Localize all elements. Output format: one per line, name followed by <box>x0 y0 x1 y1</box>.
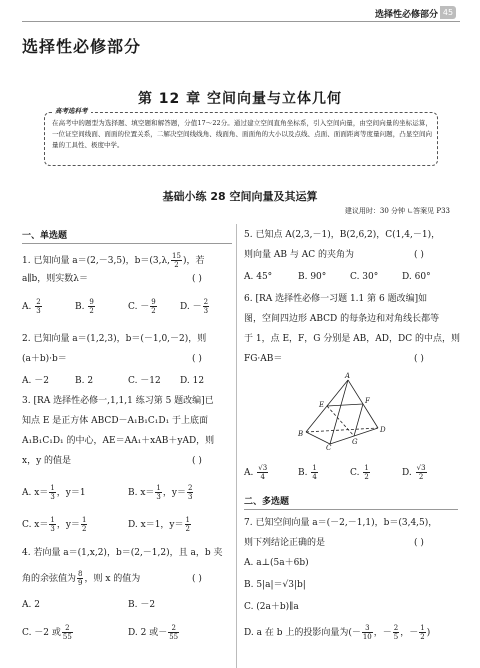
question-6-line3: 于 1，点 E，F，G 分别是 AB，AD，DC 的中点，则 <box>244 334 460 344</box>
option-b[interactable]: B. 5|a|＝√3|b| <box>244 580 306 590</box>
option-b[interactable]: B. 2 <box>75 376 94 386</box>
heading-rule <box>244 509 458 510</box>
page-number: 45 <box>440 6 456 19</box>
answer-paren: ( ) <box>192 274 202 284</box>
option-b[interactable]: B. $\frac{1}{4}$ <box>298 464 317 481</box>
question-2: 2. 已知向量 a＝(1,2,3)，b＝(－1,0,－2)，则 <box>22 334 207 344</box>
option-b[interactable]: B. $\frac{9}{2}$ <box>75 298 94 315</box>
column-divider <box>236 224 237 668</box>
single-choice-heading: 一、单选题 <box>22 231 68 241</box>
answer-paren: ( ) <box>192 456 202 466</box>
question-4: 4. 若向量 a＝(1,x,2)，b＝(2,－1,2)，且 a，b 夹 <box>22 548 223 558</box>
question-5: 5. 已知点 A(2,3,－1)，B(2,6,2)，C(1,4,－1)， <box>244 230 441 240</box>
option-c[interactable]: C. (2a＋b)∥a <box>244 602 299 612</box>
option-d[interactable]: D. $\frac{√3}{2}$ <box>402 464 426 481</box>
option-a[interactable]: A. 2 <box>22 600 40 610</box>
answer-paren: ( ) <box>414 354 424 364</box>
option-b[interactable]: B. －2 <box>128 600 156 610</box>
question-1: 1. 已知向量 a＝(2,－3,5)，b＝(3,λ, $\frac{15}{2}$ )，若 <box>22 252 205 269</box>
question-3-line2: 知点 E 是正方体 ABCD－A₁B₁C₁D₁ 于上底面 <box>22 416 209 426</box>
option-b[interactable]: B. 90° <box>298 272 327 282</box>
option-a[interactable]: A. a⊥(5a＋6b) <box>244 558 309 568</box>
segment-fg <box>354 404 363 436</box>
segment-eg <box>327 406 354 436</box>
option-a[interactable]: A. $\frac{√3}{4}$ <box>244 464 268 481</box>
exam-info-label: 高考选科考 <box>52 106 91 115</box>
option-d[interactable]: D. a 在 b 上的投影向量为(－ $\frac{3}{10}$ ，－ $\frac{2}{5}$ ，－ $\frac{1}{2}$ ) <box>244 624 431 641</box>
option-c[interactable]: C. －12 <box>128 376 161 386</box>
label-c: C <box>326 444 332 450</box>
question-4-line2: 角的余弦值为 $\frac{8}{9}$ ，则 x 的值为 <box>22 570 141 587</box>
label-e: E <box>319 401 325 409</box>
multi-choice-heading: 二、多选题 <box>244 497 290 507</box>
question-6-line4: FG·AB＝ <box>244 354 283 364</box>
option-d[interactable]: D. 60° <box>402 272 431 282</box>
question-6-line2: 图，空间四边形 ABCD 的每条边和对角线长都等 <box>244 314 440 324</box>
option-a[interactable]: A. x＝ $\frac{1}{3}$ ，y＝1 <box>22 484 86 501</box>
label-a: A <box>345 372 351 380</box>
option-a[interactable]: A. 45° <box>244 272 273 282</box>
header-label: 选择性必修部分 <box>374 10 438 20</box>
answer-paren: ( ) <box>192 574 202 584</box>
option-c[interactable]: C. － $\frac{9}{2}$ <box>128 298 156 315</box>
question-5-line2: 则向量 AB 与 AC 的夹角为 <box>244 250 354 260</box>
option-c[interactable]: C. 30° <box>350 272 379 282</box>
answer-paren: ( ) <box>192 354 202 364</box>
label-d: D <box>380 426 386 434</box>
question-3-line4: x，y 的值是 <box>22 456 72 466</box>
time-note: 建议用时：30 分钟 ∟答案见 P33 <box>344 207 450 215</box>
option-c[interactable]: C. $\frac{1}{2}$ <box>350 464 369 481</box>
question-2-line2: (a＋b)·b＝ <box>22 354 67 364</box>
option-a[interactable]: A. $\frac{2}{3}$ <box>22 298 41 315</box>
option-d[interactable]: D. x＝1，y＝ $\frac{1}{2}$ <box>128 516 190 533</box>
label-f: F <box>365 397 370 405</box>
question-6: 6. [RA 选择性必修一习题 1.1 第 6 题改编]如 <box>244 294 428 304</box>
option-d[interactable]: D. 12 <box>180 376 205 386</box>
question-1-line2: a∥b，则实数λ＝ <box>22 274 88 284</box>
option-c[interactable]: C. －2 或 $\frac{2}{55}$ <box>22 624 72 641</box>
section-title: 基础小练 28 空间向量及其运算 <box>162 190 318 203</box>
edge-bc <box>306 432 330 444</box>
answer-paren: ( ) <box>414 538 424 548</box>
edge-ac <box>330 380 348 444</box>
question-7-line2: 则下列结论正确的是 <box>244 538 326 548</box>
option-c[interactable]: C. x＝ $\frac{1}{3}$ ，y＝ $\frac{1}{2}$ <box>22 516 87 533</box>
header-divider <box>22 21 460 22</box>
segment-ef <box>327 404 363 406</box>
label-g: G <box>352 438 358 446</box>
answer-paren: ( ) <box>414 250 424 260</box>
part-title: 选择性必修部分 <box>22 37 142 56</box>
chapter-title: 第 12 章 空间向量与立体几何 <box>137 91 343 107</box>
heading-rule <box>22 243 232 244</box>
option-d[interactable]: D. 2 或－ $\frac{2}{55}$ <box>128 624 179 641</box>
option-b[interactable]: B. x＝ $\frac{1}{3}$ ，y＝ $\frac{2}{3}$ <box>128 484 193 501</box>
question-3-line3: A₁B₁C₁D₁ 的中心，AE＝AA₁＋xAB＋yAD，则 <box>22 436 215 446</box>
label-b: B <box>298 430 304 438</box>
tetrahedron-figure <box>290 370 390 450</box>
question-3: 3. [RA 选择性必修一,1,1,1 练习第 5 题改编]已 <box>22 396 214 406</box>
option-a[interactable]: A. －2 <box>22 376 49 386</box>
option-d[interactable]: D. － $\frac{2}{3}$ <box>180 298 209 315</box>
exam-info-text: 在高考中的题型为选择题、填空题和解答题，分值17～22分。通过建立空间直角坐标系，引入空间向量，由空间向量的坐标运算，一位证空间线面、面面的位置关系，二解决空间线线角、线面角、面面角的大小以及点线、点面、面面距离等度量问题，凸显空间向量的工具性、极度中学。 <box>52 119 432 149</box>
question-7: 7. 已知空间向量 a＝(－2,－1,1)，b＝(3,4,5)， <box>244 518 438 528</box>
